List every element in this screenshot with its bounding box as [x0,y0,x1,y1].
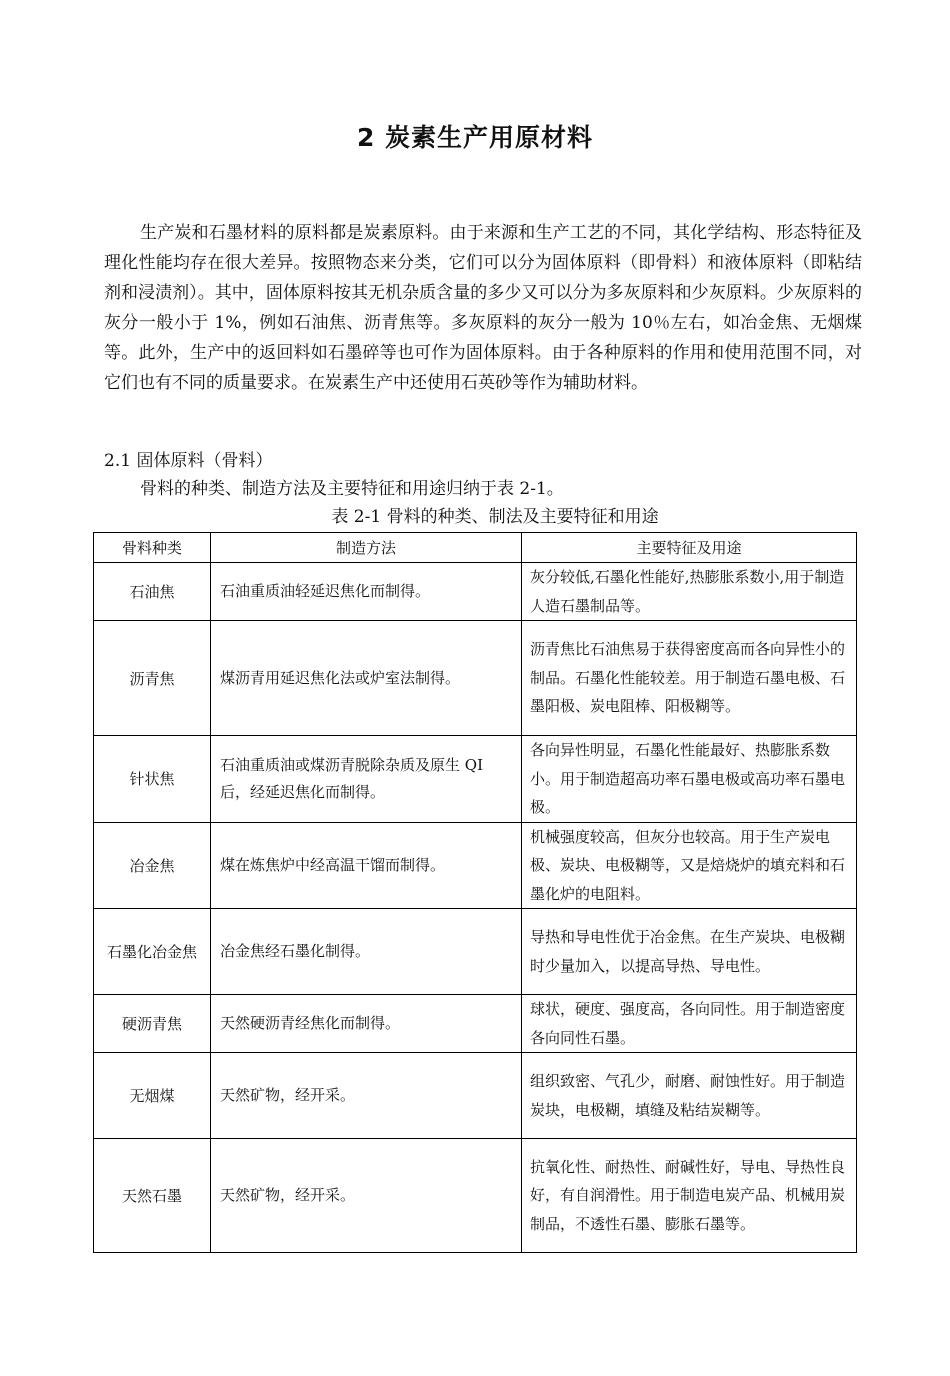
section-text: 骨料的种类、制造方法及主要特征和用途归纳于表 2-1。 [140,479,564,499]
table-caption: 表 2-1 骨料的种类、制法及主要特征和用途 [331,507,659,527]
cell-feature: 各向异性明显，石墨化性能最好、热膨胀系数小。用于制造超高功率石墨电极或高功率石墨电极。 [522,736,857,823]
table-row [94,563,857,621]
cell-kind: 硬沥青焦 [94,995,211,1053]
cell-method: 天然矿物，经开采。 [211,1053,522,1139]
cell-method: 石油重质油或煤沥青脱除杂质及原生 QI 后，经延迟焦化而制得。 [211,736,522,823]
cell-kind: 冶金焦 [94,822,211,909]
table-row [94,736,857,823]
cell-kind: 石油焦 [94,563,211,621]
intro-paragraph: 生产炭和石墨材料的原料都是炭素原料。由于来源和生产工艺的不同，其化学结构、形态特征及理化性能均存在很大差异。按照物态来分类，它们可以分为固体原料（即骨料）和液体原料（即粘结剂和浸渍剂）。其中，固体原料按其无机杂质含量的多少又可以分为多灰原料和少灰原料。少灰原料的灰分一般小于 1%，例如石油焦、沥青焦等。多灰原料的灰分一般为 10％左右，如冶金焦、无烟煤等。此外，生产中的返回料如石墨碎等也可作为固体原料。由于各种原料的作用和使用范围不同，对它们也有不同的质量要求。在炭素生产中还使用石英砂等作为辅助材料。 [104,223,862,393]
cell-kind: 沥青焦 [94,621,211,736]
cell-feature: 灰分较低,石墨化性能好,热膨胀系数小,用于制造人造石墨制品等。 [522,563,857,621]
cell-kind: 无烟煤 [94,1053,211,1139]
table-row [94,1053,857,1139]
table-row [94,995,857,1053]
table-row [94,822,857,909]
cell-kind: 石墨化冶金焦 [94,909,211,995]
cell-kind: 天然石墨 [94,1139,211,1253]
table-row [94,621,857,736]
cell-method: 煤沥青用延迟焦化法或炉室法制得。 [211,621,522,736]
section-heading: 2.1 固体原料（骨料） [104,451,273,471]
cell-method: 天然矿物，经开采。 [211,1139,522,1253]
column-header-kind: 骨料种类 [94,533,211,563]
cell-kind: 针状焦 [94,736,211,823]
cell-feature: 机械强度较高，但灰分也较高。用于生产炭电极、炭块、电极糊等，又是焙烧炉的填充料和石墨化炉的电阻料。 [522,822,857,909]
table-header-row [94,533,857,563]
cell-feature: 球状，硬度、强度高，各向同性。用于制造密度各向同性石墨。 [522,995,857,1053]
cell-feature: 组织致密、气孔少，耐磨、耐蚀性好。用于制造炭块，电极糊，填缝及粘结炭糊等。 [522,1053,857,1139]
cell-method: 冶金焦经石墨化制得。 [211,909,522,995]
materials-table [93,532,857,1253]
cell-feature: 沥青焦比石油焦易于获得密度高而各向异性小的制品。石墨化性能较差。用于制造石墨电极、石墨阳极、炭电阻棒、阳极糊等。 [522,621,857,736]
cell-feature: 导热和导电性优于冶金焦。在生产炭块、电极糊时少量加入，以提高导热、导电性。 [522,909,857,995]
cell-method: 天然硬沥青经焦化而制得。 [211,995,522,1053]
column-header-feature: 主要特征及用途 [522,533,857,563]
cell-method: 煤在炼焦炉中经高温干馏而制得。 [211,822,522,909]
cell-method: 石油重质油轻延迟焦化而制得。 [211,563,522,621]
column-header-method: 制造方法 [211,533,522,563]
table-row [94,909,857,995]
page-title: 2 炭素生产用原材料 [356,123,594,152]
cell-feature: 抗氧化性、耐热性、耐碱性好，导电、导热性良好，有自润滑性。用于制造电炭产品、机械用炭制品，不透性石墨、膨胀石墨等。 [522,1139,857,1253]
table-row [94,1139,857,1253]
